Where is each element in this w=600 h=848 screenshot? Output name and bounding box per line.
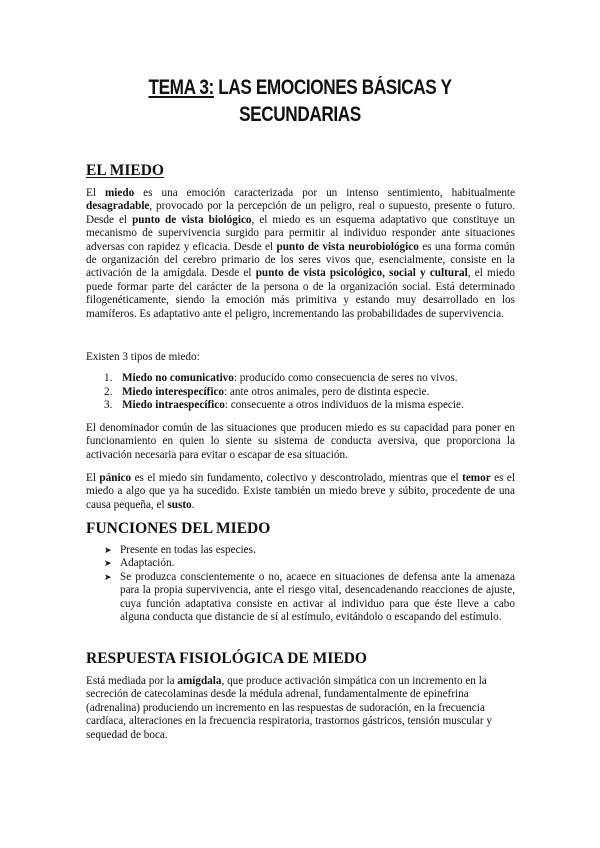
bold-term: amígdala	[177, 675, 222, 687]
list-description: : ante otros animales, pero de distinta especie.	[224, 385, 430, 398]
types-list	[104, 372, 514, 413]
panic-paragraph	[86, 472, 515, 512]
bold-term: susto	[167, 498, 192, 511]
list-item	[104, 557, 515, 570]
common-denominator-paragraph: El denominador común de las situaciones que producen miedo es su capacidad para poner en funcionamiento en quien lo siente su sistema de conducta aversiva, que proporciona la activación necesaria para evitar o escapar de esa situación.	[86, 422, 515, 461]
title-topic-number: TEMA 3:	[148, 76, 214, 99]
list-item	[104, 399, 514, 413]
title-text: LAS EMOCIONES BÁSICAS Y SECUNDARIAS	[213, 76, 452, 126]
list-description: : consecuente a otros individuos de la misma especie.	[224, 399, 464, 412]
text-run: Está mediada por la	[86, 675, 178, 687]
text-run: , el miedo puede formar parte del carácter de la persona o de la organización social. Está determinado filogenéticamente, siendo la emoción más primitiva y estando muy desarrollado en los mamíferos. Es adaptativo ante el peligro, incrementando las probabilidades de supervivencia.	[86, 267, 516, 320]
list-item	[104, 544, 515, 557]
text-run: , provocado por la percepción de un peligro, real o supuesto, presente o futuro. Desde el	[86, 200, 515, 226]
list-number: 1.	[104, 372, 113, 384]
bold-term: temor	[462, 472, 491, 484]
intro-paragraph	[86, 187, 515, 321]
text-run: es una emoción caracterizada por un intenso sentimiento, habitualmente	[134, 187, 515, 199]
section-heading-respuesta: RESPUESTA FISIOLÓGICA DE MIEDO	[86, 650, 367, 667]
arrow-bullet-icon: ➤	[104, 545, 112, 555]
arrow-bullet-icon: ➤	[104, 571, 112, 582]
list-description: : producido como consecuencia de seres no vivos.	[233, 372, 458, 384]
bold-term: pánico	[99, 472, 132, 484]
section-heading-funciones: FUNCIONES DEL MIEDO	[86, 520, 271, 537]
list-text: Se produzca conscientemente o no, acaece en situaciones de defensa ante la amenaza para la propia supervivencia, ante el riesgo vital, desencadenando reacciones de ajuste, cuya función adaptativa consiste en activar al individuo para que éste lleve a cabo alguna conducta que distancie de sí al estímulo, evitándolo o escapando del estímulo.	[120, 570, 515, 624]
text-run: es el miedo sin fundamento, colectivo y descontrolado, mientras que el	[131, 472, 463, 484]
text-run: El	[86, 187, 105, 199]
list-term: Miedo interespecífico	[122, 385, 225, 398]
text-run: es el miedo a algo que ya ha sucedido. Existe también un miedo breve y súbito, procedente de una causa pequeña, el	[86, 472, 515, 511]
bold-term: punto de vista neurobiológico	[276, 240, 419, 253]
section-heading-miedo: EL MIEDO	[86, 162, 164, 179]
text-run: El	[86, 472, 100, 484]
list-text: Presente en todas las especies.	[120, 544, 256, 556]
bold-term: desagradable	[86, 200, 150, 213]
text-run: , el miedo es un esquema adaptativo que constituye un mecanismo de supervivencia surgido para permitir al individuo responder ante situaciones adversas con rapidez y eficacia. Desde el	[86, 213, 516, 253]
types-intro: Existen 3 tipos de miedo:	[86, 351, 200, 363]
arrow-bullet-icon: ➤	[104, 558, 112, 569]
list-item	[104, 386, 514, 400]
functions-list	[104, 544, 515, 624]
list-text: Adaptación.	[120, 557, 175, 570]
list-number: 3.	[104, 399, 113, 412]
text-run: , que produce activación simpática con un incremento en la secreción de catecolaminas desde la médula adrenal, fundamentalmente de epinefrina (adrenalina) produciendo un incremento en las respuestas de sudoración, en la frecuencia cardíaca, alteraciones en la frecuencia respiratoria, trastornos gástricos, tensión muscular y sequedad de boca.	[86, 675, 492, 741]
list-term: Miedo intraespecífico	[122, 399, 225, 412]
list-number: 2.	[104, 385, 113, 398]
text-run: es una forma común de organización del cerebro primario de los seres vivos que, esencialmente, consiste en la activación de la amígdala. Desde el	[86, 240, 515, 280]
bold-term: miedo	[104, 187, 135, 199]
bold-term: punto de vista biológico	[132, 213, 252, 226]
list-term: Miedo no comunicativo	[122, 372, 234, 384]
text-run: .	[191, 498, 195, 511]
list-item	[104, 372, 514, 386]
physiological-response-paragraph	[86, 675, 515, 742]
list-item	[104, 571, 515, 625]
page-title	[128, 74, 472, 128]
bold-term: punto de vista psicológico, social y cultural	[255, 267, 468, 280]
